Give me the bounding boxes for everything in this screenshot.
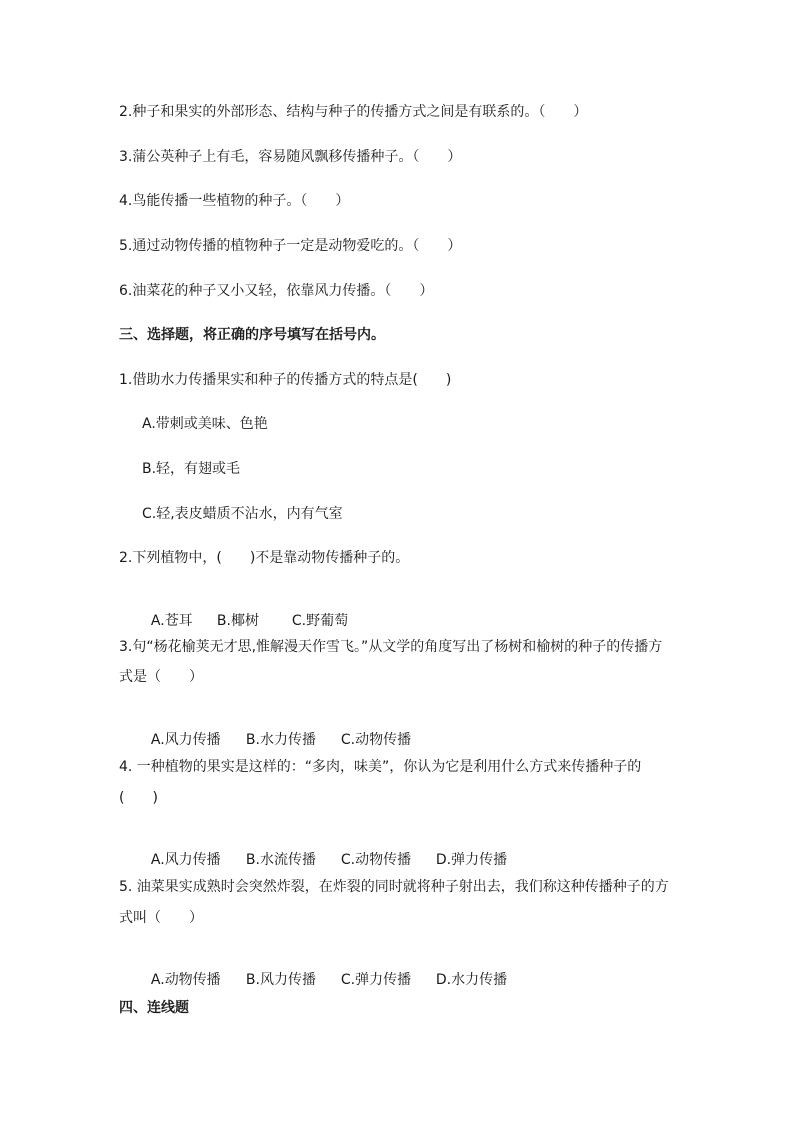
- judgment-item-5: 5.通过动物传播的植物种子一定是动物爱吃的。（ ）: [119, 238, 462, 254]
- question-5-option-a: A.动物传播: [150, 972, 221, 988]
- question-5-option-b: B.风力传播: [245, 972, 316, 988]
- question-4-option-d: D.弹力传播: [435, 852, 508, 868]
- judgment-item-3: 3.蒲公英种子上有毛，容易随风飘移传播种子。（ ）: [119, 149, 462, 165]
- judgment-item-2: 2.种子和果实的外部形态、结构与种子的传播方式之间是有联系的。（ ）: [119, 104, 588, 120]
- question-5-option-c: C.弹力传播: [340, 972, 412, 988]
- question-1-option-a: A.带刺或美味、色艳: [142, 416, 268, 432]
- question-3-option-c: C.动物传播: [340, 732, 412, 748]
- section-3-heading: 三、选择题，将正确的序号填写在括号内。: [119, 327, 385, 343]
- question-4-stem-line-1: 4. 一种植物的果实是这样的：“多肉，味美”，你认为它是利用什么方式来传播种子的: [119, 759, 642, 775]
- question-2-option-c: C.野葡萄: [291, 613, 349, 629]
- question-5-stem-line-1: 5. 油菜果实成熟时会突然炸裂，在炸裂的同时就将种子射出去，我们称这种传播种子的方: [119, 879, 669, 895]
- question-2-option-b: B.椰树: [216, 613, 259, 629]
- question-5-stem-line-2: 式叫（ ）: [119, 910, 203, 926]
- question-4-options: [142, 833, 507, 869]
- question-3-options: [142, 713, 411, 749]
- question-4-option-c: C.动物传播: [340, 852, 412, 868]
- question-3-option-a: A.风力传播: [150, 732, 221, 748]
- question-1-option-c: C.轻,表皮蜡质不沾水，内有气室: [142, 506, 343, 522]
- question-1-option-b: B.轻，有翅或毛: [142, 461, 241, 477]
- question-2-options: [142, 594, 348, 630]
- question-5-option-d: D.水力传播: [435, 972, 508, 988]
- question-3-stem-line-2: 式是（ ）: [119, 669, 203, 685]
- judgment-item-4: 4.鸟能传播一些植物的种子。（ ）: [119, 193, 350, 209]
- question-5-options: [142, 953, 507, 989]
- question-4-option-b: B.水流传播: [245, 852, 316, 868]
- question-3-stem-line-1: 3.句“杨花榆荚无才思,惟解漫天作雪飞。”从文学的角度写出了杨树和榆树的种子的传播方: [119, 639, 663, 655]
- question-2-option-a: A.苍耳: [150, 613, 193, 629]
- question-4-option-a: A.风力传播: [150, 852, 221, 868]
- judgment-item-6: 6.油菜花的种子又小又轻，依靠风力传播。（ ）: [119, 283, 434, 299]
- question-4-stem-line-2: ( ): [119, 790, 158, 806]
- question-2-stem: 2.下列植物中，( )不是靠动物传播种子的。: [119, 550, 410, 566]
- section-4-heading: 四、连线题: [119, 1000, 189, 1016]
- question-1-stem: 1.借助水力传播果实和种子的传播方式的特点是( ): [119, 372, 452, 388]
- question-3-option-b: B.水力传播: [245, 732, 316, 748]
